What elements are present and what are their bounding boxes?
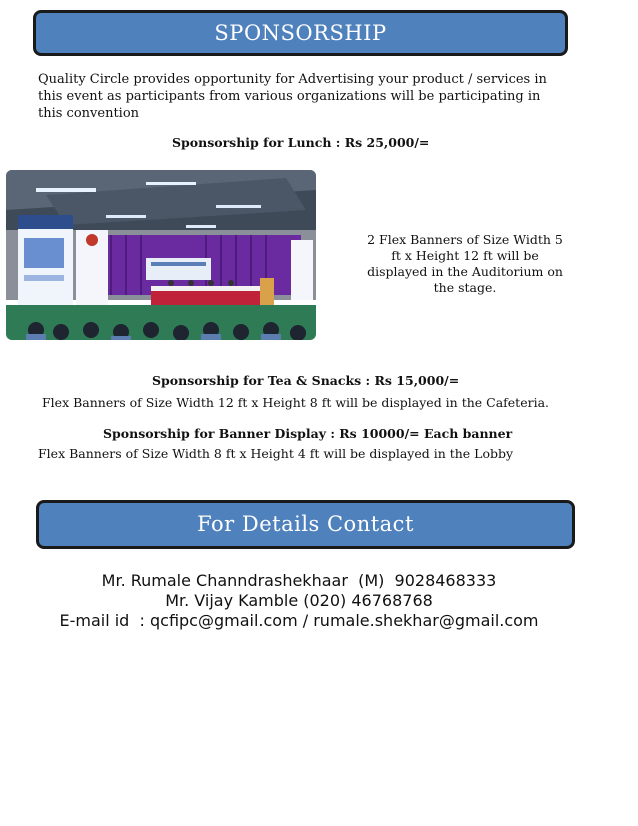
sponsorship-title: SPONSORSHIP [214, 21, 387, 45]
contact-line-rumale: Mr. Rumale Channdrashekhaar (M) 9028468333 [101, 571, 497, 590]
lunch-sponsorship-heading: Sponsorship for Lunch : Rs 25,000/= [172, 135, 430, 150]
banner-display-heading: Sponsorship for Banner Display : Rs 10000/= Each banner [103, 426, 513, 441]
contact-title: For Details Contact [197, 512, 414, 536]
intro-paragraph: Quality Circle provides opportunity for Advertising your product / services in this event as participants from various organizations will be participating in this convention [38, 72, 547, 121]
lunch-sponsorship-description: 2 Flex Banners of Size Width 5 ft x Height 12 ft will be displayed in the Auditorium on the stage. [367, 232, 563, 295]
auditorium-photo [6, 170, 316, 340]
banner-display-description: Flex Banners of Size Width 8 ft x Height 4 ft will be displayed in the Lobby [38, 446, 514, 461]
contact-line-email: E-mail id : qcfipc@gmail.com / rumale.shekhar@gmail.com [59, 611, 539, 630]
contact-banner [36, 500, 575, 549]
tea-sponsorship-description: Flex Banners of Size Width 12 ft x Height 8 ft will be displayed in the Cafeteria. [42, 395, 549, 410]
contact-line-kamble: Mr. Vijay Kamble (020) 46768768 [165, 591, 433, 610]
auditorium-photo-image [6, 170, 316, 340]
tea-sponsorship-heading: Sponsorship for Tea & Snacks : Rs 15,000/= [152, 373, 460, 388]
sponsorship-banner [33, 10, 568, 56]
